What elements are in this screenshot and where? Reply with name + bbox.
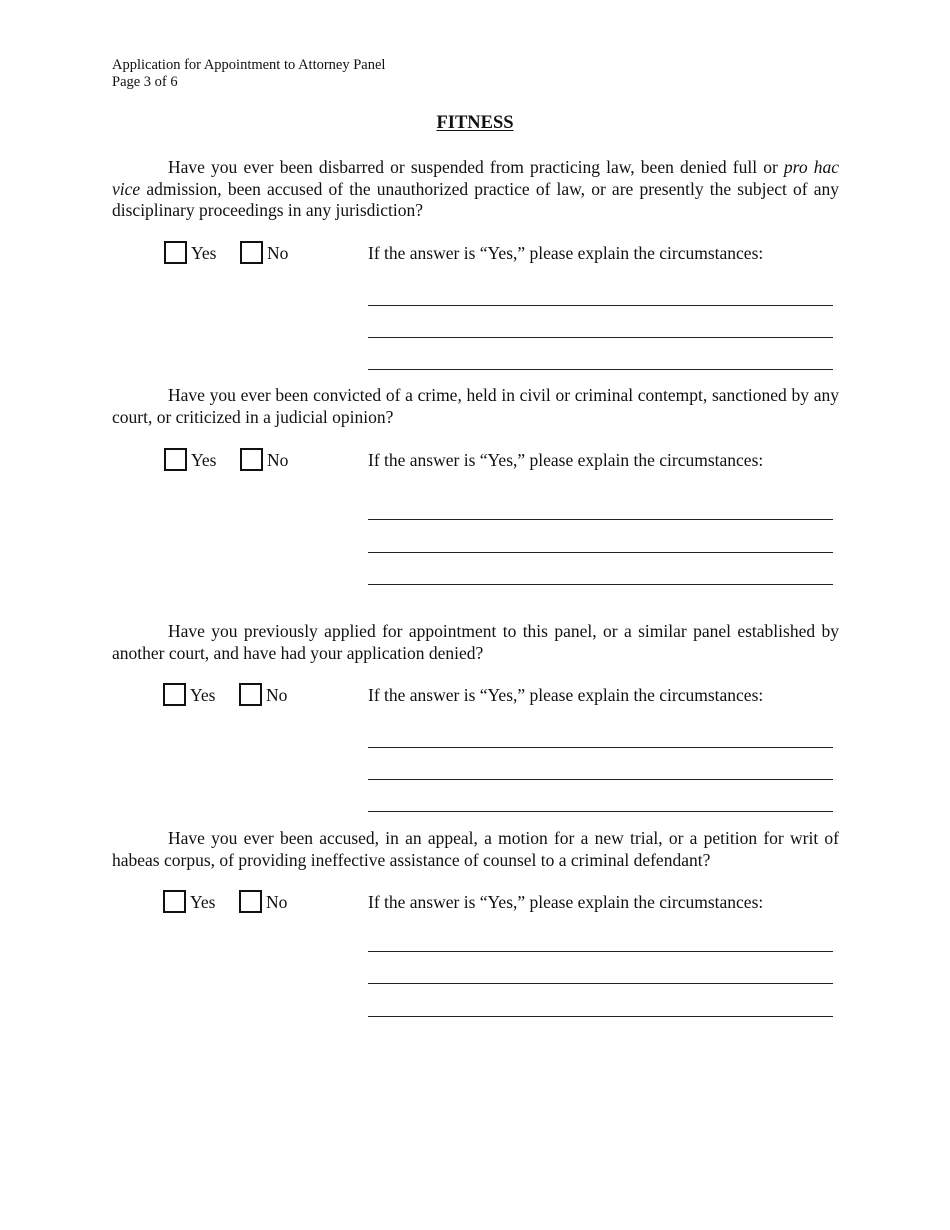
question-1-italic-term: pro hac vice: [112, 157, 839, 199]
question-1-answer-line-2[interactable]: [368, 337, 833, 338]
question-3-text: Have you previously applied for appointment to this panel, or a similar panel established by another court, and have had your application denied?: [112, 621, 839, 663]
question-2-answer-line-1[interactable]: [368, 519, 833, 520]
question-3-yes-option[interactable]: [163, 685, 215, 706]
question-2-answer-line-3[interactable]: [368, 584, 833, 585]
question-4-answer-line-3[interactable]: [368, 1016, 833, 1017]
question-4-no-option[interactable]: [239, 892, 287, 913]
question-1-answer-line-3[interactable]: [368, 369, 833, 370]
question-3-no-checkbox[interactable]: [239, 683, 262, 706]
question-1-yes-label: Yes: [191, 243, 217, 263]
question-3-answer-line-2[interactable]: [368, 779, 833, 780]
question-4-yes-option[interactable]: [163, 892, 215, 913]
question-2-no-label: No: [267, 450, 289, 470]
question-1-text-part-2: admission, been accused of the unauthorized practice of law, or are presently the subject of any disciplinary proceedings in any jurisdiction?: [112, 178, 839, 220]
form-title: Application for Appointment to Attorney Panel: [112, 57, 386, 73]
question-4-no-label: No: [266, 892, 288, 912]
question-2-yes-label: Yes: [191, 450, 217, 470]
question-3-explain-prompt: If the answer is “Yes,” please explain the circumstances:: [368, 685, 764, 705]
question-4-yes-checkbox[interactable]: [163, 890, 186, 913]
question-2-yes-option[interactable]: [164, 450, 216, 471]
question-2-text: Have you ever been convicted of a crime, held in civil or criminal contempt, sanctioned by any court, or criticized in a judicial opinion?: [112, 385, 839, 427]
question-4-explain-prompt: If the answer is “Yes,” please explain the circumstances:: [368, 892, 764, 912]
question-2-explain-prompt: If the answer is “Yes,” please explain the circumstances:: [368, 450, 764, 470]
question-3-yes-checkbox[interactable]: [163, 683, 186, 706]
question-1-text: [112, 157, 839, 222]
question-4-no-checkbox[interactable]: [239, 890, 262, 913]
question-3-no-label: No: [266, 685, 288, 705]
question-1-explain-prompt: If the answer is “Yes,” please explain the circumstances:: [368, 243, 764, 263]
section-title: FITNESS: [436, 113, 514, 133]
question-4-answer-line-1[interactable]: [368, 951, 833, 952]
question-1-text-part-1: Have you ever been disbarred or suspended from practicing law, been denied full or: [168, 157, 784, 177]
question-1-no-option[interactable]: [240, 243, 288, 264]
question-2-no-option[interactable]: [240, 450, 288, 471]
question-4-yes-label: Yes: [190, 892, 216, 912]
question-1-yes-option[interactable]: [164, 243, 216, 264]
question-4-text: Have you ever been accused, in an appeal, a motion for a new trial, or a petition for writ of habeas corpus, of providing ineffective assistance of counsel to a criminal defendant?: [112, 828, 839, 870]
question-4-answer-line-2[interactable]: [368, 983, 833, 984]
page-header: [112, 57, 385, 91]
question-2-answer-line-2[interactable]: [368, 552, 833, 553]
question-2-yes-checkbox[interactable]: [164, 448, 187, 471]
question-1-yes-checkbox[interactable]: [164, 241, 187, 264]
question-1-no-label: No: [267, 243, 289, 263]
question-2-no-checkbox[interactable]: [240, 448, 263, 471]
question-3-answer-line-3[interactable]: [368, 811, 833, 812]
page-number: Page 3 of 6: [112, 74, 178, 90]
question-3-answer-line-1[interactable]: [368, 747, 833, 748]
question-1-no-checkbox[interactable]: [240, 241, 263, 264]
question-3-yes-label: Yes: [190, 685, 216, 705]
question-3-no-option[interactable]: [239, 685, 287, 706]
question-1-answer-line-1[interactable]: [368, 305, 833, 306]
